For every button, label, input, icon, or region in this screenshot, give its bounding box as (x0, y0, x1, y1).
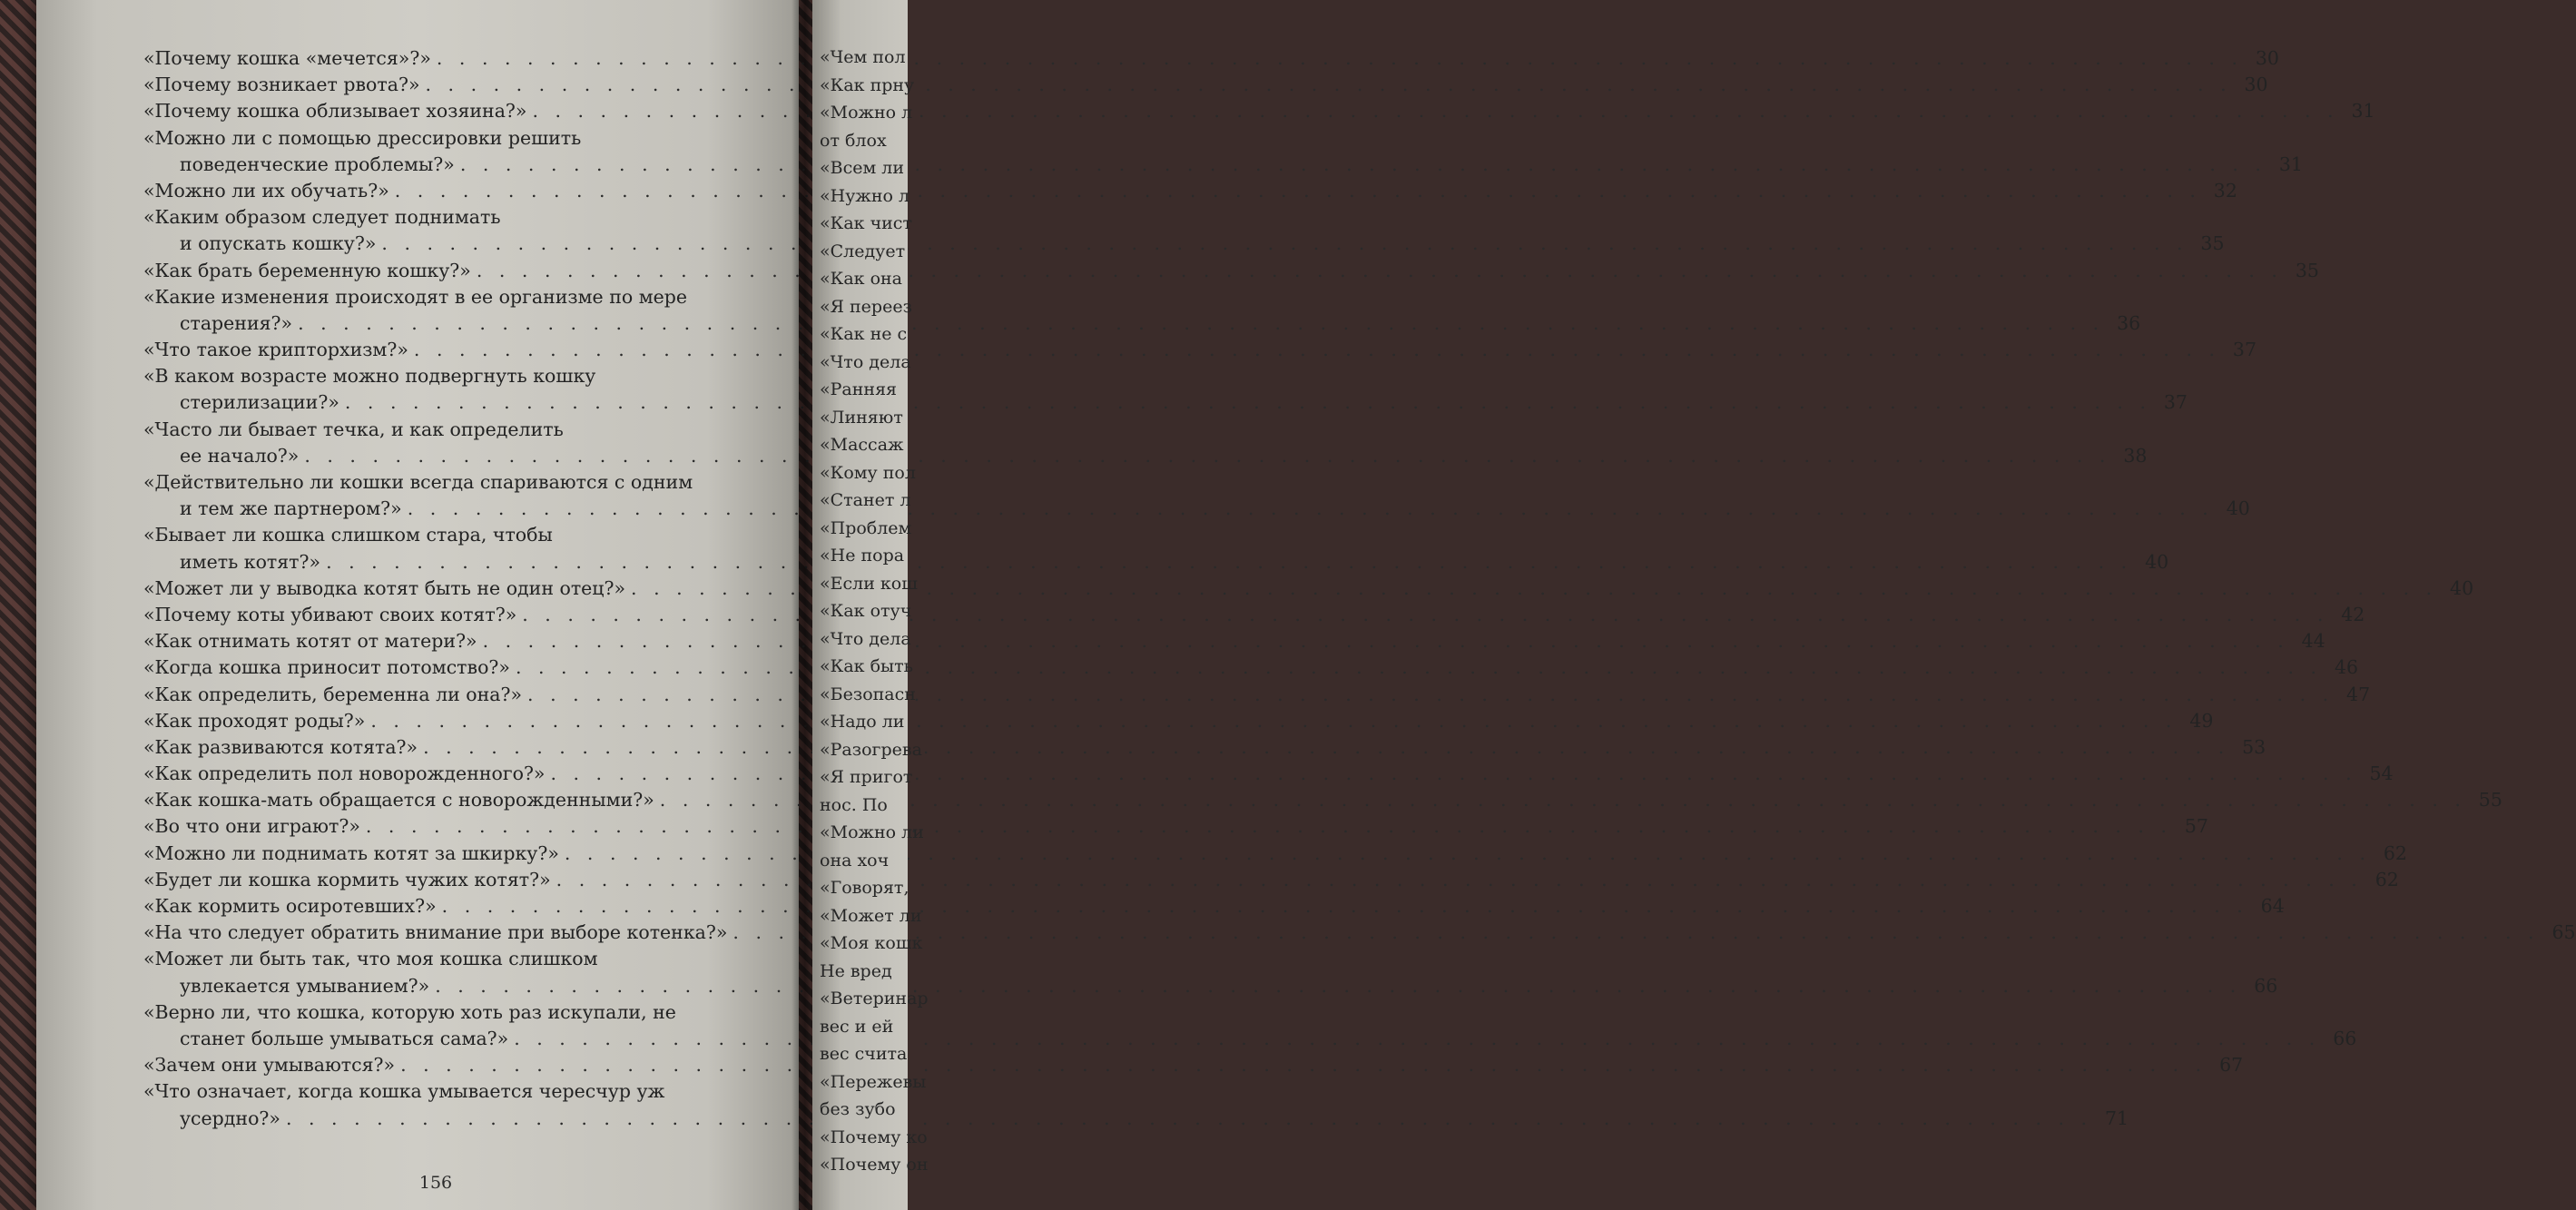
toc-entry-text: «Почему кошка «мечется»?» (143, 47, 431, 69)
right-page-line: «Ранняя (820, 379, 898, 399)
right-page-line: «Можно ли (820, 822, 924, 842)
right-page-line: без зубо (820, 1099, 896, 1119)
toc-page-number: 67 (2219, 1054, 2244, 1077)
toc-page-number: 66 (2333, 1027, 2357, 1049)
dot-leader (408, 496, 2214, 522)
toc-entry-text: «Может ли у выводка котят быть не один отец?» (143, 576, 626, 599)
right-page-line: «Что дела (820, 351, 911, 372)
toc-entry-text: «Как отнимать котят от матери?» (143, 630, 477, 653)
toc-page-number: 31 (2351, 100, 2375, 123)
toc-entry-text: и тем же партнером?» (180, 497, 402, 520)
right-page-line: «Может ли (820, 905, 922, 926)
toc-entry-text: станет больше умываться сама?» (180, 1027, 509, 1049)
toc-page-number: 35 (2295, 259, 2319, 281)
toc-entry-text: «Как кормить осиротевших?» (143, 895, 437, 917)
right-page-line: «Как чист (820, 213, 912, 233)
toc-entry-text: «Что означает, когда кошка умывается чересчур уж (143, 1080, 665, 1103)
dot-leader (426, 72, 2232, 98)
right-page-line: «Безопасн (820, 684, 916, 704)
toc-entry-text: «Как определить, беременна ли она?» (143, 683, 523, 705)
toc-page-number: 30 (2255, 47, 2279, 69)
right-page-line: «Как быть (820, 656, 913, 676)
right-page-text (820, 44, 1001, 1179)
right-page-line: «Моя кошк (820, 933, 923, 953)
toc-entry-text: «Часто ли бывает течка, и как определить (143, 418, 564, 440)
toc-entry-text: «Действительно ли кошки всегда спариваются с одним (143, 471, 693, 493)
dot-leader (483, 628, 2289, 654)
toc-page-number: 36 (2117, 311, 2141, 334)
toc-page-number: 71 (2104, 1107, 2129, 1129)
dot-leader (732, 920, 2539, 946)
right-page-line: вес счита (820, 1044, 908, 1064)
dot-leader (514, 1026, 2320, 1052)
right-page-line: вес и ей (820, 1016, 894, 1037)
right-page-line: «Не пора (820, 546, 905, 566)
toc-page-number: 49 (2189, 709, 2214, 732)
toc-entry-text: усердно?» (180, 1107, 280, 1129)
dot-leader (326, 549, 2132, 575)
right-page (812, 0, 929, 1210)
right-page-line: «Кому пол (820, 462, 916, 483)
dot-leader (477, 258, 2283, 284)
toc-page-number: 65 (2551, 921, 2576, 944)
dot-leader (435, 973, 2241, 999)
dot-leader (400, 1052, 2207, 1078)
toc-entry-text: и опускать кошку?» (180, 232, 377, 255)
toc-page-number: 40 (2226, 497, 2250, 520)
toc-page-number: 32 (2213, 179, 2237, 202)
toc-page-number: 57 (2184, 815, 2208, 838)
toc-entry-text: «Как определить пол новорожденного?» (143, 762, 546, 785)
dot-leader (370, 708, 2177, 734)
toc-entry-text: старения?» (180, 311, 293, 334)
toc-entry-text: стерилизации?» (180, 391, 339, 414)
toc-entry-text: поведенческие проблемы?» (180, 152, 455, 175)
right-page-line: «Пережевы (820, 1071, 927, 1092)
right-page-line: «Что дела (820, 628, 911, 649)
toc-entry-text: «Каким образом следует поднимать (143, 206, 501, 229)
toc-page-number: 54 (2369, 762, 2394, 785)
toc-entry-text: «Бывает ли кошка слишком стара, чтобы (143, 524, 553, 546)
right-page-line: «Если кош (820, 573, 918, 594)
right-page-line: «Массаж (820, 435, 904, 455)
toc-entry-text: «Во что они играют?» (143, 815, 360, 838)
toc-entry-text: «Какие изменения происходят в ее организме по мере (143, 285, 688, 308)
toc-entry-text: «Может ли быть так, что моя кошка слишком (143, 948, 598, 970)
toc-page-number: 37 (2232, 339, 2257, 361)
right-page-line: «Я переез (820, 296, 912, 317)
toc-page-number: 62 (2374, 868, 2399, 890)
toc-page-number: 47 (2346, 683, 2371, 705)
dot-leader (442, 893, 2248, 920)
toc-page-number: 64 (2260, 895, 2285, 917)
dot-leader (395, 178, 2201, 204)
toc-page-number: 40 (2145, 550, 2169, 573)
right-page-line: «Ветеринар (820, 989, 929, 1008)
right-page-line: «Станет л (820, 490, 911, 510)
toc-page-number: 38 (2123, 444, 2148, 467)
right-page-line: «Линяют (820, 407, 903, 428)
toc-page-number: 62 (2383, 841, 2407, 864)
toc-entry-text: «Как проходят роды?» (143, 709, 366, 732)
toc-entry-text: «Что такое крипторхизм?» (143, 339, 408, 361)
dot-leader (423, 734, 2229, 761)
dot-leader (345, 389, 2151, 416)
toc-entry-text: «Как брать беременную кошку?» (143, 259, 471, 281)
toc-page-number: 31 (2278, 152, 2303, 175)
right-page-line: «Разогрева (820, 739, 922, 760)
toc-entry-text: иметь котят?» (180, 550, 321, 573)
right-page-line: она хоч (820, 850, 890, 871)
toc-page-number: 55 (2478, 789, 2502, 812)
right-page-line: Не вред (820, 960, 892, 981)
dot-leader (286, 1106, 2092, 1132)
right-page-line: «Можно л (820, 103, 913, 123)
toc-entry-text: «Верно ли, что кошка, которую хоть раз искупали, не (143, 1000, 676, 1023)
dot-leader (304, 443, 2110, 469)
right-page-line: «Я пригот (820, 767, 913, 787)
toc-page-number: 46 (2334, 656, 2359, 679)
toc-page-number: 42 (2341, 603, 2365, 625)
toc-entry-text: «Когда кошка приносит потомство?» (143, 656, 510, 679)
toc-entry-text: «Почему коты убивают своих котят?» (143, 603, 517, 625)
right-page-line: «Всем ли (820, 158, 905, 178)
toc-page-number: 53 (2242, 735, 2266, 758)
toc-entry-text: «В каком возрасте можно подвергнуть кошку (143, 365, 596, 388)
right-page-line: «Следует (820, 241, 906, 261)
right-page-line: «Проблем (820, 517, 912, 538)
right-page-line: «Как она (820, 269, 903, 289)
dot-leader (366, 813, 2172, 840)
toc-page-number: 35 (2200, 232, 2225, 255)
right-page-line: «Почему ко (820, 1126, 928, 1147)
dot-leader (516, 654, 2322, 681)
right-page-line: «Нужно л (820, 185, 910, 206)
right-page-line: «Чем пол (820, 47, 906, 67)
toc-entry-text: «Можно ли с помощью дрессировки решить (143, 126, 582, 149)
toc-page-number: 44 (2301, 630, 2325, 653)
dot-leader (437, 45, 2243, 72)
dot-leader (381, 231, 2188, 257)
dot-leader (414, 337, 2220, 363)
toc-entry-text: «Можно ли их обучать?» (143, 179, 389, 202)
right-page-line: «Как прну (820, 74, 915, 95)
toc-page-number: 37 (2163, 391, 2188, 414)
toc-page-number: 30 (2244, 74, 2268, 96)
toc-entry-text: «Почему возникает рвота?» (143, 74, 420, 96)
dot-leader (460, 152, 2266, 178)
toc-entry-text: «Как кошка-мать обращается с новорожденными?» (143, 789, 654, 812)
toc-entry-text: ее начало?» (180, 444, 300, 467)
toc-entry-text: «На что следует обратить внимание при выборе котенка?» (143, 921, 728, 944)
toc-entry-text: «Зачем они умываются?» (143, 1054, 396, 1077)
right-page-line: от блох (820, 130, 887, 151)
right-page-line: «Как отуч (820, 601, 912, 621)
toc-entry-text: «Будет ли кошка кормить чужих котят?» (143, 868, 551, 890)
toc-page-number: 40 (2450, 576, 2474, 599)
page-number: 156 (418, 1173, 453, 1193)
toc-entry-text: «Почему кошка облизывает хозяина?» (143, 100, 527, 123)
toc-entry-text: «Как развиваются котята?» (143, 735, 418, 758)
dot-leader (298, 310, 2104, 337)
right-page-line: «Говорят, (820, 878, 909, 898)
toc-entry-text: увлекается умыванием?» (180, 974, 430, 997)
right-page-line: нос. По (820, 794, 888, 815)
right-page-line: «Почему он (820, 1155, 929, 1175)
toc-entry-text: «Можно ли поднимать котят за шкирку?» (143, 841, 559, 864)
right-page-line: «Как не с (820, 324, 908, 344)
right-page-line: «Надо ли (820, 712, 905, 732)
toc-page-number: 66 (2254, 974, 2278, 997)
